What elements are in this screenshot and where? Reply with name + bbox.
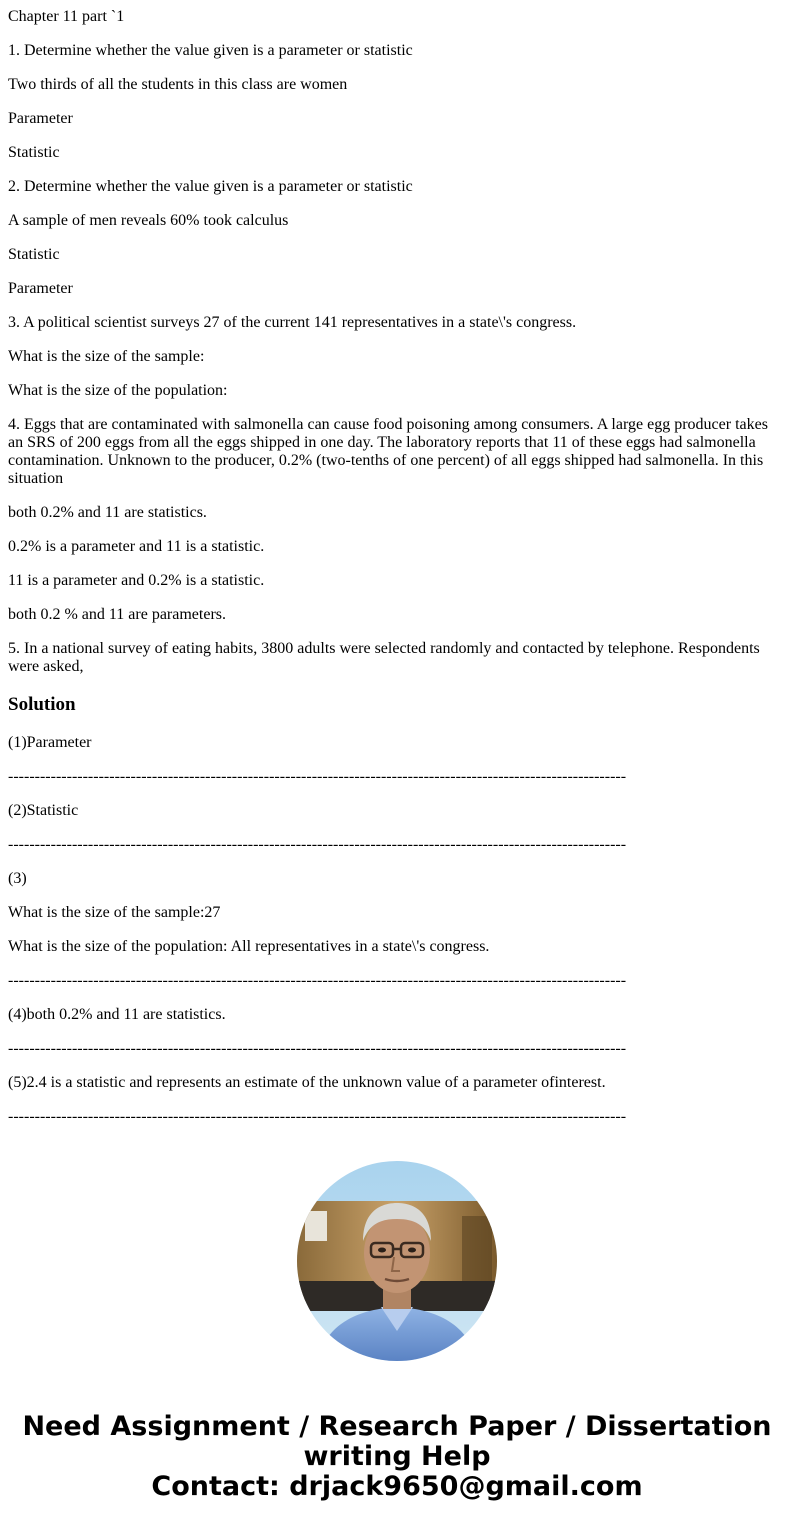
avatar [297, 1161, 497, 1361]
solution-heading: Solution [8, 694, 76, 715]
answer-3-population: What is the size of the population: All representatives in a state\'s congress. [8, 938, 490, 955]
divider: -------------------------------------------------------------------------------------------------------------------- [8, 768, 627, 785]
question-1-option: Statistic [8, 144, 60, 161]
question-1-statement: Two thirds of all the students in this class are women [8, 76, 348, 93]
answer-5: (5)2.4 is a statistic and represents an estimate of the unknown value of a parameter ofinterest. [8, 1074, 606, 1091]
question-1-option: Parameter [8, 110, 73, 127]
promo-line: Need Assignment / Research Paper / Dissertation [22, 1411, 772, 1442]
question-4-prompt: 4. Eggs that are contaminated with salmonella can cause food poisoning among consumers. A large egg producer takes an SRS of 200 eggs from all the eggs shipped in one day. The laboratory reports that 11 of these eggs had salmonella contamination. Unknown to the producer, 0.2% (two-tenths of one percent) of all eggs shipped had salmonella. In this situation [8, 416, 768, 487]
document-body [0, 8, 794, 1126]
promo-line: writing Help [303, 1441, 491, 1472]
question-2-option: Statistic [8, 246, 60, 263]
divider: -------------------------------------------------------------------------------------------------------------------- [8, 836, 627, 853]
question-4-option: both 0.2 % and 11 are parameters. [8, 606, 226, 623]
answer-1: (1)Parameter [8, 734, 92, 751]
question-2-option: Parameter [8, 280, 73, 297]
answer-2: (2)Statistic [8, 802, 79, 819]
person-photo-icon [297, 1161, 497, 1361]
divider: -------------------------------------------------------------------------------------------------------------------- [8, 972, 627, 989]
question-2-statement: A sample of men reveals 60% took calculus [8, 212, 289, 229]
question-1-prompt: 1. Determine whether the value given is a parameter or statistic [8, 42, 413, 59]
promo-contact: Contact: drjack9650@gmail.com [151, 1471, 643, 1502]
question-3-sub: What is the size of the population: [8, 382, 228, 399]
divider: -------------------------------------------------------------------------------------------------------------------- [8, 1108, 627, 1125]
question-4-option: 0.2% is a parameter and 11 is a statistic. [8, 538, 265, 555]
question-4-option: 11 is a parameter and 0.2% is a statistic. [8, 572, 265, 589]
answer-4: (4)both 0.2% and 11 are statistics. [8, 1006, 226, 1023]
question-3-prompt: 3. A political scientist surveys 27 of the current 141 representatives in a state\'s congress. [8, 314, 577, 331]
question-2-prompt: 2. Determine whether the value given is a parameter or statistic [8, 178, 413, 195]
document-title: Chapter 11 part `1 [8, 8, 125, 25]
question-4-option: both 0.2% and 11 are statistics. [8, 504, 207, 521]
promo-banner [0, 1412, 794, 1502]
question-5-prompt: 5. In a national survey of eating habits, 3800 adults were selected randomly and contacted by telephone. Respondents were asked, [8, 640, 760, 675]
answer-3-label: (3) [8, 870, 27, 887]
answer-3-sample: What is the size of the sample:27 [8, 904, 221, 921]
question-3-sub: What is the size of the sample: [8, 348, 205, 365]
divider: -------------------------------------------------------------------------------------------------------------------- [8, 1040, 627, 1057]
